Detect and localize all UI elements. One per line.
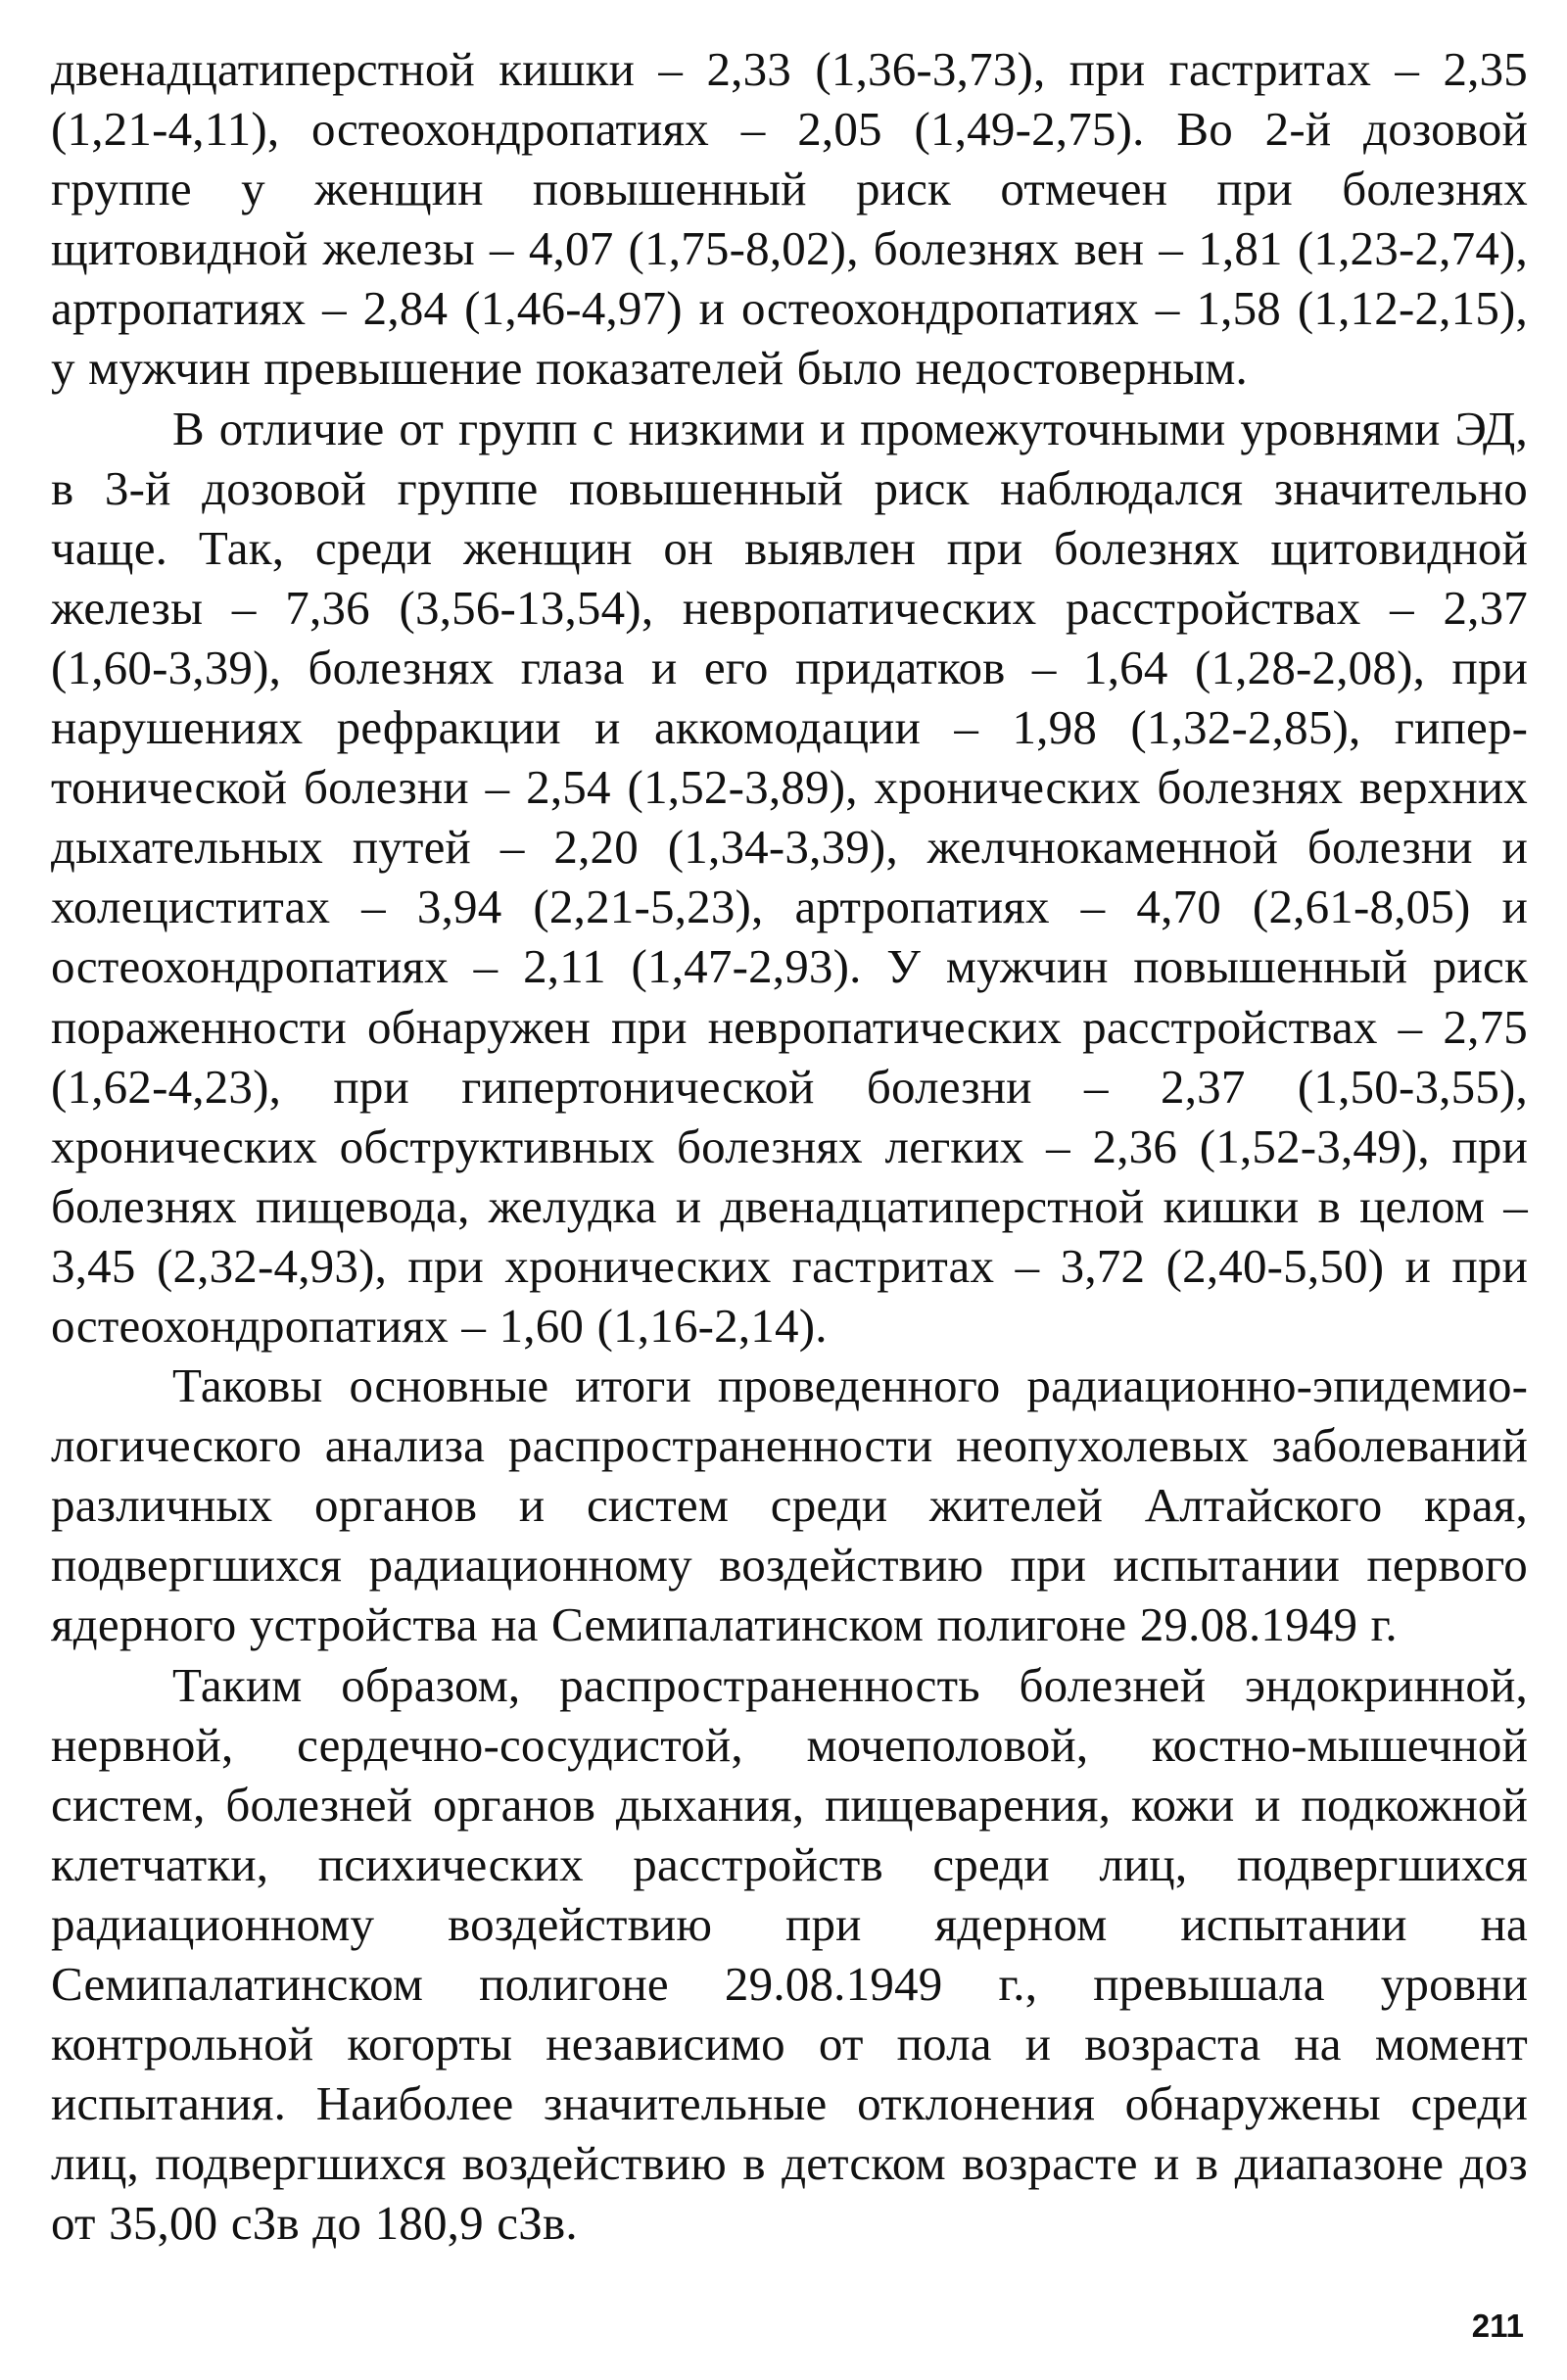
page-body bbox=[51, 39, 1528, 2253]
paragraph-third-dose-group: В отличие от групп с низкими и промежуточными уровнями ЭД, в 3-й дозовой группе повышенный риск наблюдался значительно чаще. Так, среди женщин он выявлен при болезнях щитовидной железы – 7,36 (3,56-13,54), невропатических расстройствах – 2,37 (1,60-3,39), болезнях глаза и его придатков – 1,64 (1,28-2,08), при нарушениях рефракции и аккомодации – 1,98 (1,32-2,85), гипертонической болезни – 2,54 (1,52-3,89), хронических болезнях верхних дыхательных путей – 2,20 (1,34-3,39), желчнокаменной болезни и холециститах – 3,94 (2,21-5,23), артропатиях – 4,70 (2,61-8,05) и остеохондропатиях – 2,11 (1,47-2,93). У мужчин повышенный риск пораженности обнаружен при невропатических расстройствах – 2,75 (1,62-4,23), при гипертонической болезни – 2,37 (1,50-3,55), хронических обструктивных болезнях легких – 2,36 (1,52-3,49), при болезнях пищевода, желудка и двенадцатиперстной кишки в целом – 3,45 (2,32-4,93), при хронических гастритах – 3,72 (2,40-5,50) и при остеохондропатиях – 1,60 (1,16-2,14). bbox=[51, 401, 1528, 1353]
page-number: 211 bbox=[1471, 2308, 1524, 2344]
paragraph-conclusion: Таким образом, распространенность болезней эндокринной, нервной, сердечно-сосудистой, мочеполовой, костно-мышечной систем, болезней органов дыхания, пищеварения, кожи и подкожной клетчатки, психических расстройств среди лиц, подвергшихся радиационному воздействию при ядерном испытании на Семипалатинском полигоне 29.08.1949 г., превышала уровни контрольной когорты независимо от пола и возраста на момент испытания. Наиболее значительные отклонения обнаружены среди лиц, подвергшихся воздействию в детском возрасте и в диапазоне доз от 35,00 сЗв до 180,9 сЗв. bbox=[51, 1657, 1528, 2251]
paragraph-continuation: двенадцатиперстной кишки – 2,33 (1,36-3,73), при гастритах – 2,35 (1,21-4,11), остеохондропатиях – 2,05 (1,49-2,75). Во 2-й дозовой группе у женщин повышенный риск отмечен при болезнях щитовидной железы – 4,07 (1,75-8,02), болезнях вен – 1,81 (1,23-2,74), артропатиях – 2,84 (1,46-4,97) и остеохондропатиях – 1,58 (1,12-2,15), у мужчин превышение показателей было недостоверным. bbox=[51, 42, 1528, 396]
paragraph-summary: Таковы основные итоги проведенного радиационно-эпидемиологического анализа распространенности неопухолевых заболеваний различных органов и систем среди жителей Алтайского края, подвергшихся радиационному воздействию при испытании первого ядерного устройства на Семипалатинском полигоне 29.08.1949 г. bbox=[51, 1358, 1528, 1652]
